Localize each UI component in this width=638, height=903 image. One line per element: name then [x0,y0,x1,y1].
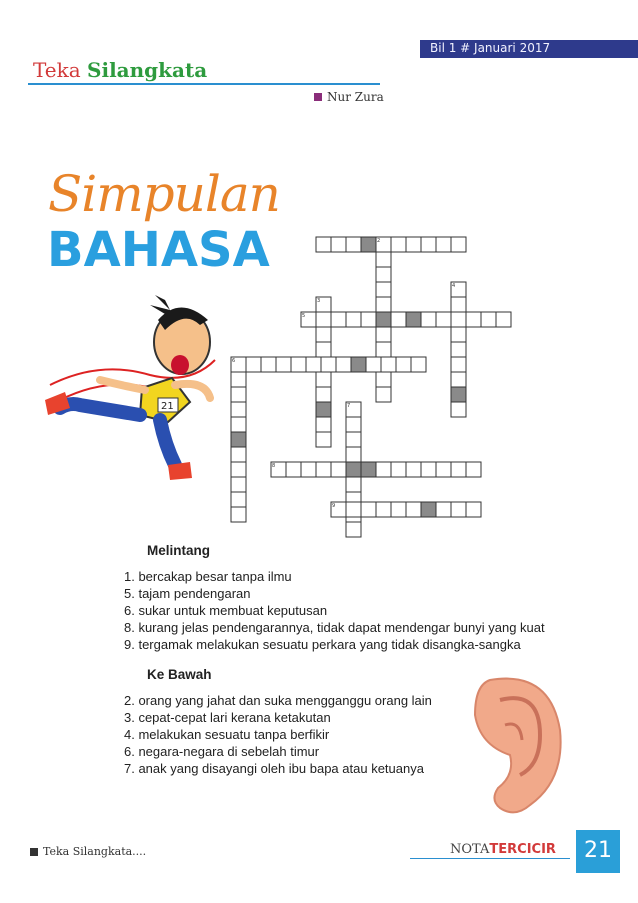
crossword-cell-number: 4 [452,283,456,289]
crossword-cell[interactable] [231,387,246,402]
crossword-cell-number: 3 [317,298,321,304]
crossword-cell[interactable] [316,312,331,327]
crossword-cell[interactable] [346,462,361,477]
crossword-cell[interactable] [421,502,436,517]
crossword-cell[interactable] [436,312,451,327]
footer-brand [450,841,556,857]
crossword-cell[interactable] [316,417,331,432]
crossword-cell[interactable] [331,237,346,252]
down-clue: 7. anak yang disayangi oleh ibu bapa atau ketuanya [124,761,424,776]
ear-illustration [460,670,570,820]
crossword-cell-number: 2 [377,238,381,244]
across-heading: Melintang [147,543,210,558]
across-clue: 8. kurang jelas pendengarannya, tidak dapat mendengar bunyi yang kuat [124,620,545,635]
crossword-cell[interactable] [346,237,361,252]
crossword-cell[interactable] [231,462,246,477]
across-clue: 9. tergamak melakukan sesuatu perkara yang tidak disangka-sangka [124,637,521,652]
crossword-cell-number: 9 [332,503,336,509]
crossword-cell[interactable] [391,502,406,517]
issue-label: Bil 1 # Januari 2017 [430,41,551,55]
crossword-cell[interactable] [331,312,346,327]
crossword-cell[interactable] [421,237,436,252]
crossword-cell[interactable] [316,342,331,357]
section-title-part1: Teka [33,58,81,82]
crossword-cell[interactable] [406,312,421,327]
crossword-cell[interactable] [436,502,451,517]
crossword-cell-number: 8 [272,463,276,469]
footer-section-label: Teka Silangkata.... [43,845,147,858]
crossword-cell[interactable] [346,502,361,517]
crossword-cell[interactable] [376,312,391,327]
crossword-cell[interactable] [316,327,331,342]
crossword-cell[interactable] [231,477,246,492]
crossword-cell[interactable] [436,237,451,252]
runner-bib-number: 21 [161,401,174,412]
crossword-cell[interactable] [316,432,331,447]
crossword-cell[interactable] [451,462,466,477]
crossword-cell[interactable] [451,297,466,312]
footer-brand-part1: NOTA [450,842,490,857]
crossword-cell[interactable] [466,502,481,517]
crossword-cell[interactable] [231,417,246,432]
crossword-cell[interactable] [436,462,451,477]
crossword-cell[interactable] [301,462,316,477]
crossword-cell[interactable] [421,312,436,327]
crossword-cell[interactable] [231,432,246,447]
crossword-cell[interactable] [376,267,391,282]
section-title-part2: Silangkata [87,58,208,82]
crossword-cell[interactable] [451,237,466,252]
crossword-cell[interactable] [316,372,331,387]
crossword-cell[interactable] [451,372,466,387]
crossword-cell[interactable] [391,312,406,327]
crossword-cell[interactable] [286,462,301,477]
crossword-cell[interactable] [331,462,346,477]
crossword-cell[interactable] [376,252,391,267]
crossword-cell[interactable] [391,237,406,252]
crossword-cell-number: 6 [232,358,236,364]
crossword-cell[interactable] [276,357,291,372]
crossword-cell-number: 7 [347,403,351,409]
crossword-cell[interactable] [406,462,421,477]
across-clue-list [124,568,545,653]
crossword-cell[interactable] [496,312,511,327]
crossword-cell[interactable] [261,357,276,372]
crossword-cell[interactable] [376,297,391,312]
crossword-cell[interactable] [376,282,391,297]
crossword-cell[interactable] [246,357,261,372]
crossword-cell[interactable] [361,312,376,327]
crossword-cell[interactable] [376,342,391,357]
logo-bold-text: BAHASA [47,222,270,278]
crossword-cell[interactable] [451,342,466,357]
page-number: 21 [584,838,612,863]
crossword-cell[interactable] [376,327,391,342]
across-clue: 1. bercakap besar tanpa ilmu [124,569,292,584]
across-clue: 6. sukar untuk membuat keputusan [124,603,328,618]
crossword-cell[interactable] [306,357,321,372]
footer-brand-part2: TERCICIR [489,842,556,857]
crossword-cell[interactable] [406,502,421,517]
crossword-cell[interactable] [361,502,376,517]
crossword-cell[interactable] [321,357,336,372]
crossword-cell[interactable] [451,327,466,342]
crossword-cell[interactable] [316,387,331,402]
crossword-cell[interactable] [376,387,391,402]
crossword-cell[interactable] [291,357,306,372]
across-clue: 5. tajam pendengaran [124,586,251,601]
crossword-cell[interactable] [376,502,391,517]
down-heading: Ke Bawah [147,667,212,682]
crossword-cell[interactable] [481,312,496,327]
crossword-cell[interactable] [411,357,426,372]
crossword-cell[interactable] [231,492,246,507]
crossword-cell[interactable] [351,357,366,372]
logo-script-text: Simpulan [48,165,280,223]
down-clue: 2. orang yang jahat dan suka mengganggu orang lain [124,693,432,708]
crossword-cell[interactable] [376,372,391,387]
crossword-cell[interactable] [231,402,246,417]
crossword-cell[interactable] [316,462,331,477]
crossword-cell[interactable] [346,417,361,432]
crossword-cell[interactable] [466,312,481,327]
crossword-cell[interactable] [316,237,331,252]
crossword-cell[interactable] [451,357,466,372]
down-clue: 3. cepat-cepat lari kerana ketakutan [124,710,331,725]
crossword-cell[interactable] [381,357,396,372]
author-name: Nur Zura [327,90,384,104]
crossword-cell[interactable] [396,357,411,372]
crossword-cell[interactable] [316,402,331,417]
crossword-cell[interactable] [231,447,246,462]
crossword-cell[interactable] [346,447,361,462]
crossword-cell[interactable] [346,522,361,537]
crossword-cell[interactable] [361,237,376,252]
crossword-cell[interactable] [406,237,421,252]
crossword-cell[interactable] [361,462,376,477]
crossword-cell[interactable] [466,462,481,477]
crossword-cell[interactable] [451,312,466,327]
crossword-cell[interactable] [376,462,391,477]
crossword-cell[interactable] [451,402,466,417]
crossword-cell[interactable] [231,507,246,522]
crossword-cell[interactable] [451,502,466,517]
crossword-cell[interactable] [346,432,361,447]
crossword-cell[interactable] [346,312,361,327]
down-clue: 4. melakukan sesuatu tanpa berfikir [124,727,330,742]
crossword-cell-number: 5 [302,313,306,319]
footer-bullet-icon [30,848,38,856]
crossword-cell[interactable] [421,462,436,477]
crossword-cell[interactable] [451,387,466,402]
footer-underline [410,858,570,859]
down-clue: 6. negara-negara di sebelah timur [124,744,320,759]
crossword-cell[interactable] [231,372,246,387]
crossword-cell[interactable] [366,357,381,372]
crossword-cell[interactable] [336,357,351,372]
crossword-cell[interactable] [391,462,406,477]
crossword-cell[interactable] [346,477,361,492]
